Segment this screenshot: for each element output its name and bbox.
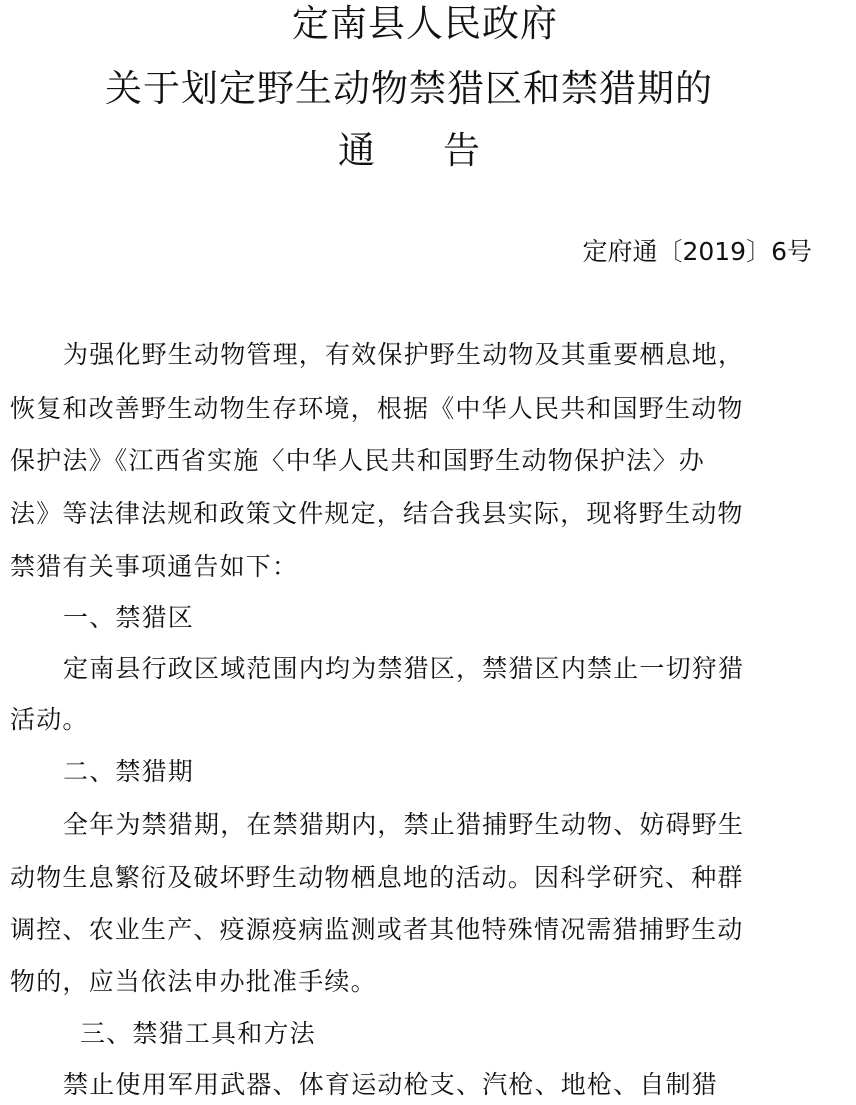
paragraph-line: 动物生息繁衍及破坏野生动物栖息地的活动。因科学研究、种群	[10, 863, 744, 892]
title-line-2: 关于划定野生动物禁猎区和禁猎期的	[105, 67, 713, 110]
title-line-1: 定南县人民政府	[292, 2, 558, 45]
paragraph-line: 禁止使用军用武器、体育运动枪支、汽枪、地枪、自制猎	[63, 1070, 719, 1099]
section-heading-1: 一、禁猎区	[63, 603, 195, 632]
paragraph-line: 保护法》《江西省实施〈中华人民共和国野生动物保护法〉办	[10, 446, 705, 475]
title-line-3: 通告	[338, 129, 548, 172]
paragraph-line: 为强化野生动物管理，有效保护野生动物及其重要栖息地，	[63, 340, 745, 369]
paragraph-line: 定南县行政区域范围内均为禁猎区，禁猎区内禁止一切狩猎	[63, 654, 745, 683]
paragraph-line: 恢复和改善野生动物生存环境，根据《中华人民共和国野生动物	[10, 394, 744, 423]
paragraph-line: 调控、农业生产、疫源疫病监测或者其他特殊情况需猎捕野生动	[10, 915, 744, 944]
paragraph-line: 禁猎有关事项通告如下：	[10, 552, 299, 581]
paragraph-line: 全年为禁猎期，在禁猎期内，禁止猎捕野生动物、妨碍野生	[63, 810, 745, 839]
section-heading-3: 三、禁猎工具和方法	[80, 1019, 316, 1048]
paragraph-line: 物的，应当依法申办批准手续。	[10, 967, 377, 996]
document-number: 定府通〔2019〕6号	[582, 237, 812, 266]
section-heading-2: 二、禁猎期	[63, 757, 195, 786]
paragraph-line: 活动。	[10, 705, 89, 734]
paragraph-line: 法》等法律法规和政策文件规定，结合我县实际，现将野生动物	[10, 499, 744, 528]
